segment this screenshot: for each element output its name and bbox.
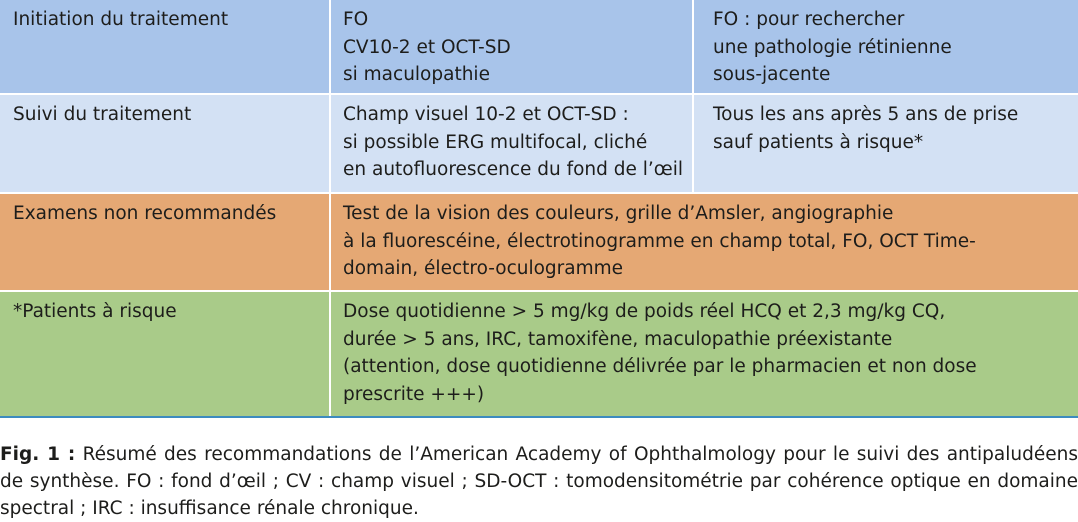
row-initiation xyxy=(0,0,1078,94)
divider xyxy=(692,95,694,192)
row-suivi-notes: Tous les ans après 5 ans de prise sauf patients à risque* xyxy=(713,104,1019,153)
row-initiation-notes: FO : pour rechercher une pathologie rétinienne sous-jacente xyxy=(713,9,952,85)
row-patients-risque-label: *Patients à risque xyxy=(13,301,177,322)
divider xyxy=(329,0,331,94)
row-non-recommandes-exams: Test de la vision des couleurs, grille d’Amsler, angiographie à la fluorescéine, électrotinogramme en champ total, FO, OCT Time- domain, électro-oculogramme xyxy=(343,203,976,279)
divider xyxy=(329,292,331,416)
row-patients-risque xyxy=(0,292,1078,416)
divider xyxy=(329,95,331,192)
row-suivi xyxy=(0,95,1078,192)
row-non-recommandes-label: Examens non recommandés xyxy=(13,203,277,224)
caption-text: Résumé des recommandations de l’American Academy of Ophthalmology pour le suivi des antipaludéens de synthèse. FO : fond d’œil ; CV : champ visuel ; SD-OCT : tomodensitométrie par cohérence optique en domaine spectral ; IRC : insuffisance rénale chronique. xyxy=(0,444,1078,519)
divider xyxy=(329,194,331,290)
divider xyxy=(692,0,694,94)
row-initiation-label: Initiation du traitement xyxy=(13,9,229,30)
table-bottom-border xyxy=(0,416,1078,418)
caption-label: Fig. 1 : xyxy=(0,444,76,465)
row-suivi-label: Suivi du traitement xyxy=(13,104,192,125)
row-patients-risque-criteria: Dose quotidienne > 5 mg/kg de poids réel HCQ et 2,3 mg/kg CQ, durée > 5 ans, IRC, tamoxifène, maculopathie préexistante (attention, dose quotidienne délivrée par le pharmacien et non dose prescrite +++) xyxy=(343,301,977,405)
figure-caption xyxy=(0,441,1078,522)
row-suivi-exams: Champ visuel 10-2 et OCT-SD : si possible ERG multifocal, cliché en autofluorescence du fond de l’œil xyxy=(343,104,684,180)
row-non-recommandes xyxy=(0,194,1078,290)
row-initiation-exams: FO CV10-2 et OCT-SD si maculopathie xyxy=(343,9,511,85)
